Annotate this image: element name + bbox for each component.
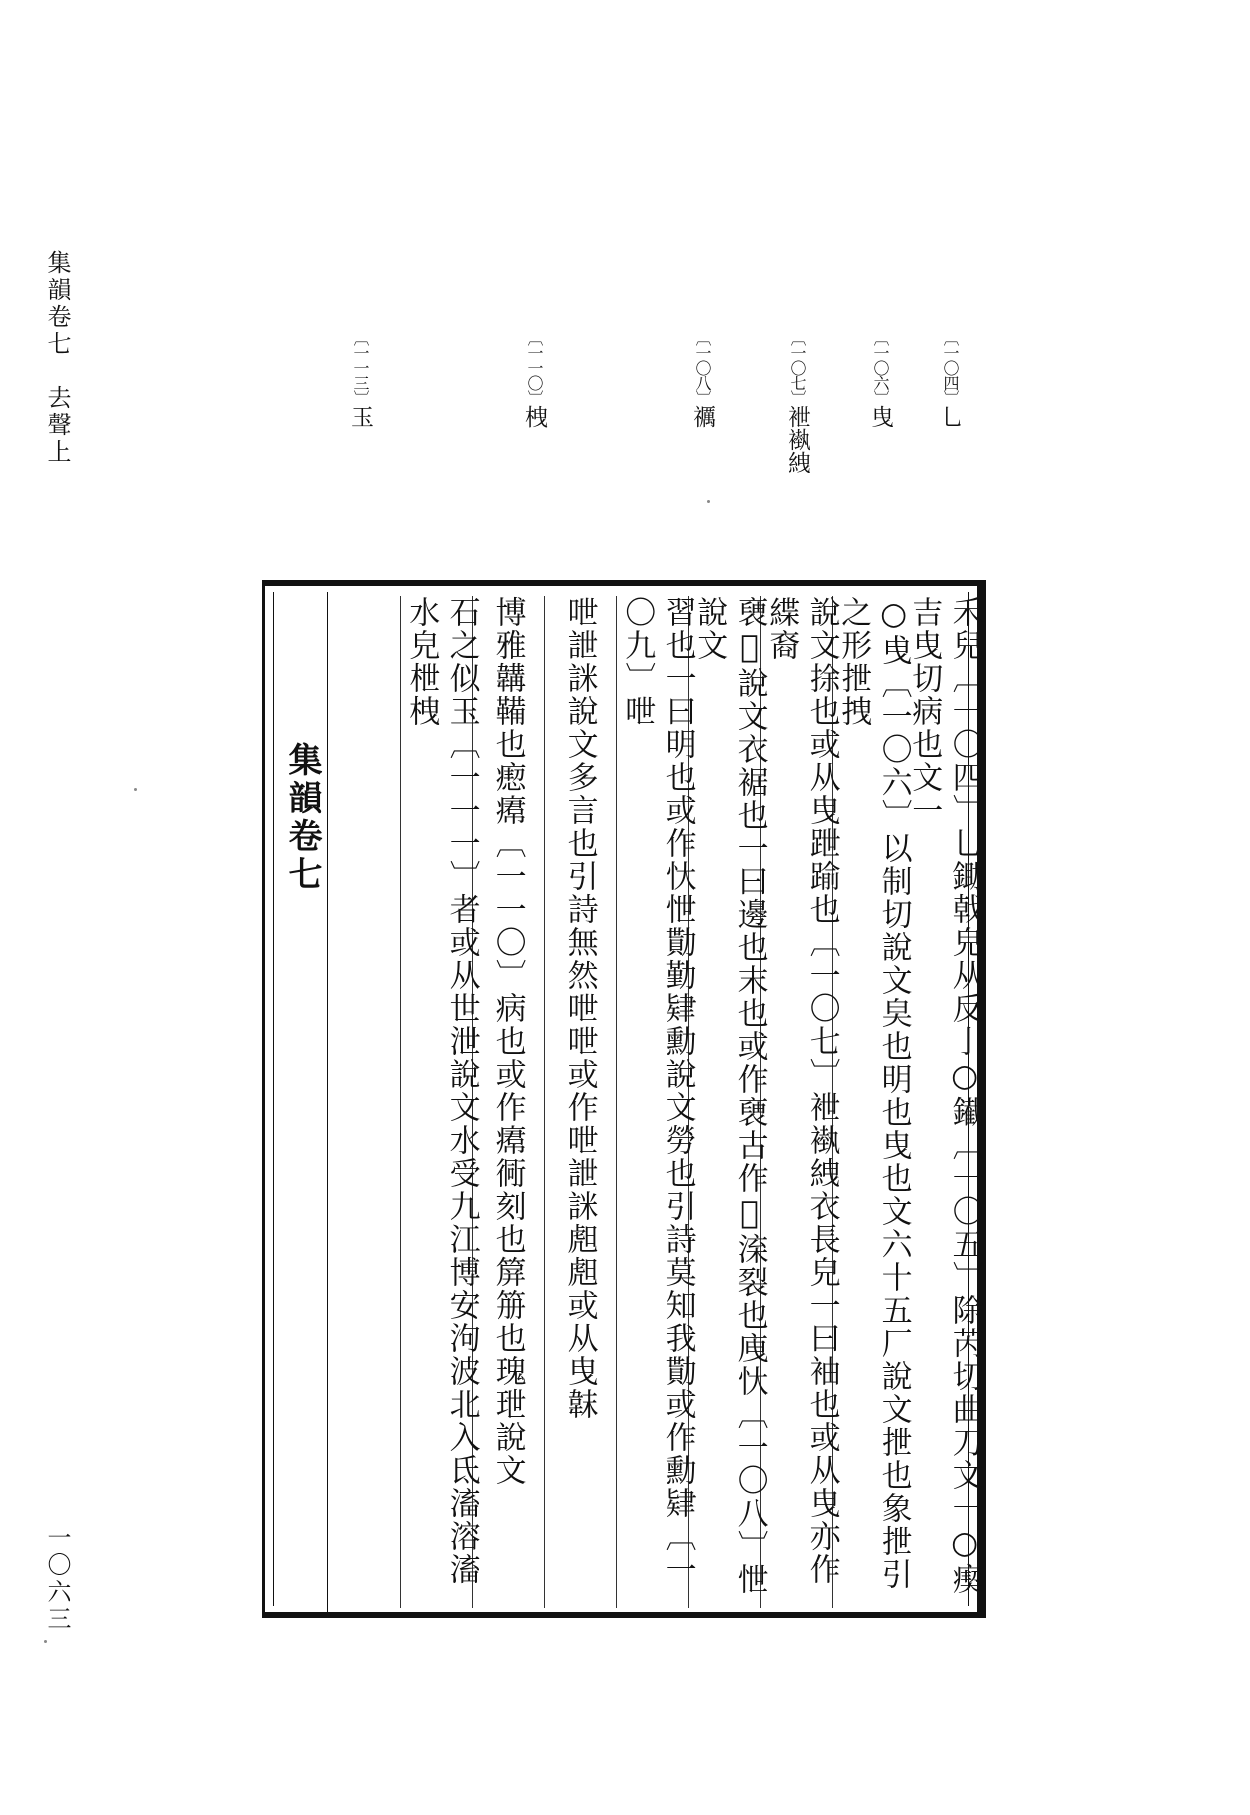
text-column: 呭詍詸說文多言也引詩無然呭呭或作呭詍詸䖑䖑或从曳韎: [544, 596, 614, 1608]
note-number: 〔一〇七〕: [788, 330, 807, 405]
text-column: 褏𧙘說文衣裾也一曰邊也末也或作褏古作𧙘㳿裂也㡼忕〔一〇八〕怈說文: [688, 596, 758, 1608]
text-column: 說文捈也或从曳跇踰也〔一〇七〕袣褹絏衣長皃一曰袖也或从曳亦作緤裔: [760, 596, 830, 1608]
note-number: 〔一〇八〕: [693, 330, 712, 405]
text-column: 習也一曰明也或作忕怈勩勤肄勳說文勞也引詩莫知我勩或作勳肄〔一〇九〕呭: [616, 596, 686, 1608]
editor-note: [785, 330, 808, 474]
editor-note: [690, 330, 713, 428]
note-text: 乚: [937, 405, 963, 428]
editor-note: [868, 330, 891, 428]
text-column: 石之似玉〔一一一〕者或从世泄說文水受九江博安泃波北入氐滀溶滀水皃枻栧: [400, 596, 470, 1608]
text-column: 博雅韝鞴也瘛𤸷〔一一〇〕病也或作𤸷衕刻也箳笧也瑰玴說文: [472, 596, 542, 1608]
text-frame: [273, 592, 983, 1606]
running-head: 集韻卷七 去聲上: [43, 250, 71, 466]
note-text: 栧: [521, 405, 547, 428]
note-text: 袣褹絏: [784, 405, 810, 474]
note-text: 玉: [347, 405, 373, 428]
editor-note: [938, 330, 961, 428]
ink-speck: [134, 788, 137, 791]
ink-speck: [44, 1640, 47, 1643]
note-number: 〔一〇六〕: [871, 330, 890, 405]
woodblock-page: [262, 580, 986, 1618]
note-number: 〔一一三〕: [351, 330, 370, 405]
ink-speck: [707, 500, 710, 503]
block-center-strip: [274, 592, 328, 1618]
note-number: 〔一〇四〕: [941, 330, 960, 405]
note-number: 〔一一〇〕: [525, 330, 544, 405]
block-title: 集韻卷七: [282, 742, 322, 894]
page-number: 一〇六三: [43, 1525, 71, 1633]
note-text: 曳: [867, 405, 893, 428]
editor-note: [348, 330, 371, 428]
text-column: ○曵〔一〇六〕以制切說文㚖也明也曳也文六十五厂說文抴也象抴引之形抴拽: [832, 596, 902, 1608]
editor-note: [522, 330, 545, 428]
note-text: 禲: [689, 405, 715, 428]
text-column: 禾兒〔一〇四〕乚鋤戟皃从反亅○䥫〔一〇五〕除芮切曲刀文一○瘈吉曳切病也文一: [906, 596, 983, 1596]
